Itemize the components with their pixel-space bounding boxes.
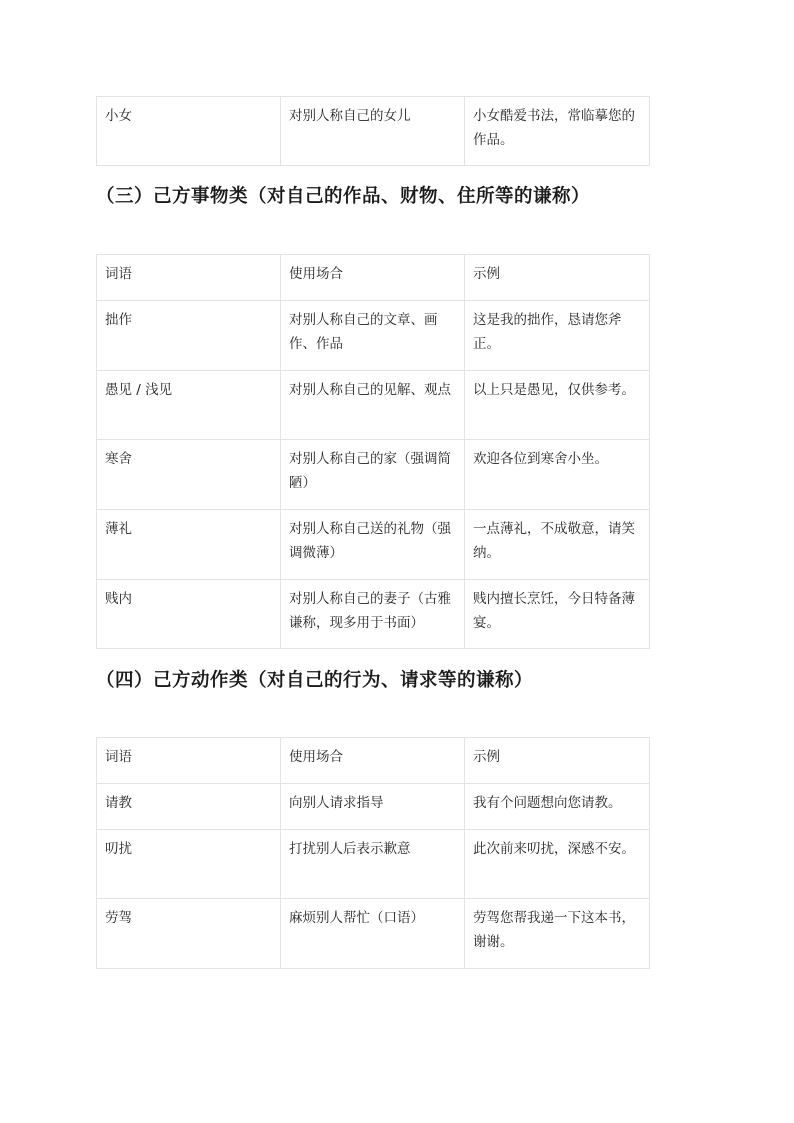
- example-cell: 这是我的拙作，恳请您斧正。: [465, 301, 650, 371]
- table-row: [97, 830, 650, 899]
- header-cell-usage: 使用场合: [281, 738, 465, 784]
- term-cell: 小女: [97, 97, 281, 166]
- table-row: [97, 784, 650, 830]
- term-cell: 薄礼: [97, 510, 281, 580]
- example-cell: 贱内擅长烹饪，今日特备薄宴。: [465, 580, 650, 649]
- header-cell-example: 示例: [465, 255, 650, 301]
- header-cell-example: 示例: [465, 738, 650, 784]
- usage-cell: 对别人称自己送的礼物（强调微薄）: [281, 510, 465, 580]
- usage-cell: 对别人称自己的见解、观点: [281, 371, 465, 440]
- table-row: [97, 580, 650, 649]
- header-cell-term: 词语: [97, 255, 281, 301]
- usage-cell: 对别人称自己的家（强调简陋）: [281, 440, 465, 510]
- header-cell-term: 词语: [97, 738, 281, 784]
- example-cell: 劳驾您帮我递一下这本书，谢谢。: [465, 899, 650, 969]
- example-cell: 小女酷爱书法，常临摹您的作品。: [465, 97, 650, 166]
- section-3-table: [96, 254, 650, 649]
- usage-cell: 向别人请求指导: [281, 784, 465, 830]
- header-cell-usage: 使用场合: [281, 255, 465, 301]
- usage-cell: 麻烦别人帮忙（口语）: [281, 899, 465, 969]
- section-heading-4: （四）己方动作类（对自己的行为、请求等的谦称）: [96, 670, 534, 691]
- usage-cell: 对别人称自己的文章、画作、作品: [281, 301, 465, 371]
- section-heading-3: （三）己方事物类（对自己的作品、财物、住所等的谦称）: [96, 186, 591, 207]
- section-4-table: [96, 737, 650, 969]
- example-cell: 欢迎各位到寒舍小坐。: [465, 440, 650, 510]
- term-cell: 请教: [97, 784, 281, 830]
- table-row: [97, 301, 650, 371]
- usage-cell: 打扰别人后表示歉意: [281, 830, 465, 899]
- table-row: [97, 97, 650, 166]
- term-cell: 贱内: [97, 580, 281, 649]
- honorifics-table-continued: [96, 96, 650, 166]
- example-cell: 此次前来叨扰，深感不安。: [465, 830, 650, 899]
- table-row: [97, 899, 650, 969]
- term-cell: 劳驾: [97, 899, 281, 969]
- table-row: [97, 510, 650, 580]
- table-row: [97, 371, 650, 440]
- term-cell: 愚见 / 浅见: [97, 371, 281, 440]
- table-header-row: [97, 738, 650, 784]
- usage-cell: 对别人称自己的女儿: [281, 97, 465, 166]
- usage-cell: 对别人称自己的妻子（古雅谦称，现多用于书面）: [281, 580, 465, 649]
- table-header-row: [97, 255, 650, 301]
- example-cell: 一点薄礼，不成敬意，请笑纳。: [465, 510, 650, 580]
- term-cell: 拙作: [97, 301, 281, 371]
- term-cell: 叨扰: [97, 830, 281, 899]
- example-cell: 我有个问题想向您请教。: [465, 784, 650, 830]
- example-cell: 以上只是愚见，仅供参考。: [465, 371, 650, 440]
- table-row: [97, 440, 650, 510]
- term-cell: 寒舍: [97, 440, 281, 510]
